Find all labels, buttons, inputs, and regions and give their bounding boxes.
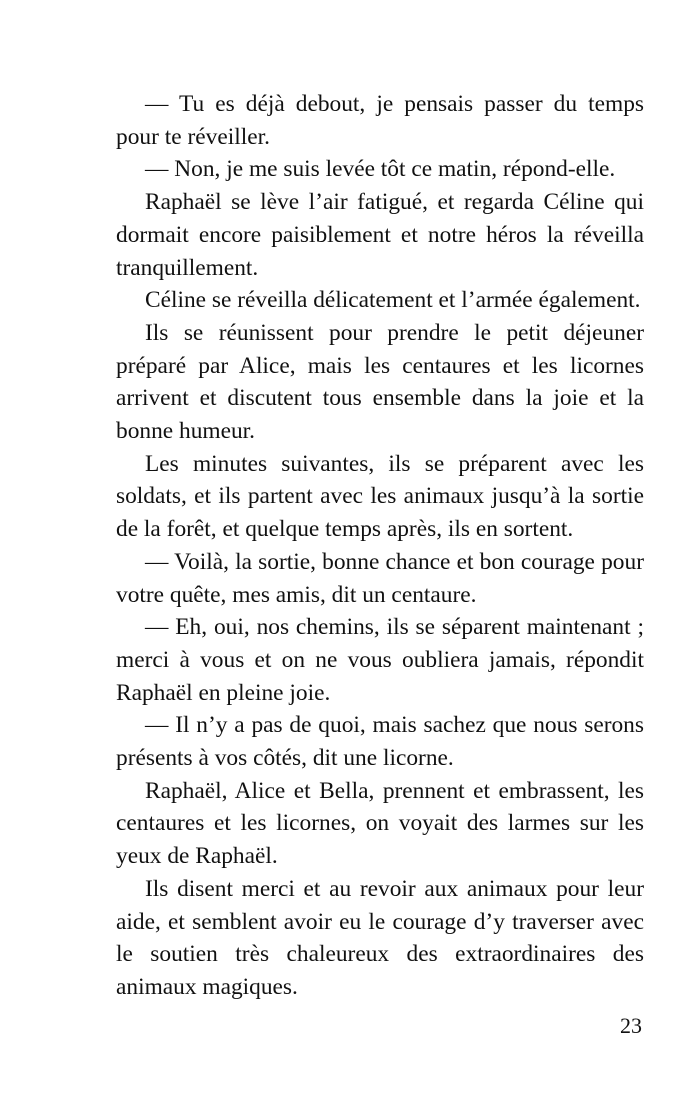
paragraph-10: Raphaël, Alice et Bella, prennent et embrassent, les centaures et les licornes, on voyait des larmes sur les yeux de Raphaël.: [116, 777, 644, 870]
paragraph-7: — Voilà, la sortie, bonne chance et bon courage pour votre quête, mes amis, dit un centaure.: [116, 548, 644, 608]
paragraph-2: — Non, je me suis levée tôt ce matin, répond-elle.: [145, 156, 616, 183]
paragraph-11: Ils disent merci et au revoir aux animaux pour leur aide, et semblent avoir eu le courage d’y traverser avec le soutien très chaleureux des extraordinaires des animaux magiques.: [116, 875, 644, 1000]
page-body: [116, 88, 644, 1004]
paragraph-8: — Eh, oui, nos chemins, ils se séparent maintenant ; merci à vous et on ne vous oubliera jamais, répondit Raphaël en pleine joie.: [116, 614, 644, 706]
paragraph-4: Céline se réveilla délicatement et l’armée également.: [145, 287, 641, 314]
paragraph-5: Ils se réunissent pour prendre le petit déjeuner préparé par Alice, mais les centaures et les licornes arrivent et discutent tous ensemble dans la joie et la bonne humeur.: [116, 319, 644, 445]
paragraph-1: — Tu es déjà debout, je pensais passer du temps pour te réveiller.: [116, 91, 644, 150]
paragraph-3: Raphaël se lève l’air fatigué, et regarda Céline qui dormait encore paisiblement et notre héros la réveilla tranquillement.: [116, 189, 644, 281]
paragraph-6: Les minutes suivantes, ils se préparent avec les soldats, et ils partent avec les animaux jusqu’à la sortie de la forêt, et quelque temps après, ils en sortent.: [116, 450, 644, 543]
page-number: 23: [620, 1013, 642, 1038]
paragraph-9: — Il n’y a pas de quoi, mais sachez que nous serons présents à vos côtés, dit une licorne.: [116, 712, 644, 772]
